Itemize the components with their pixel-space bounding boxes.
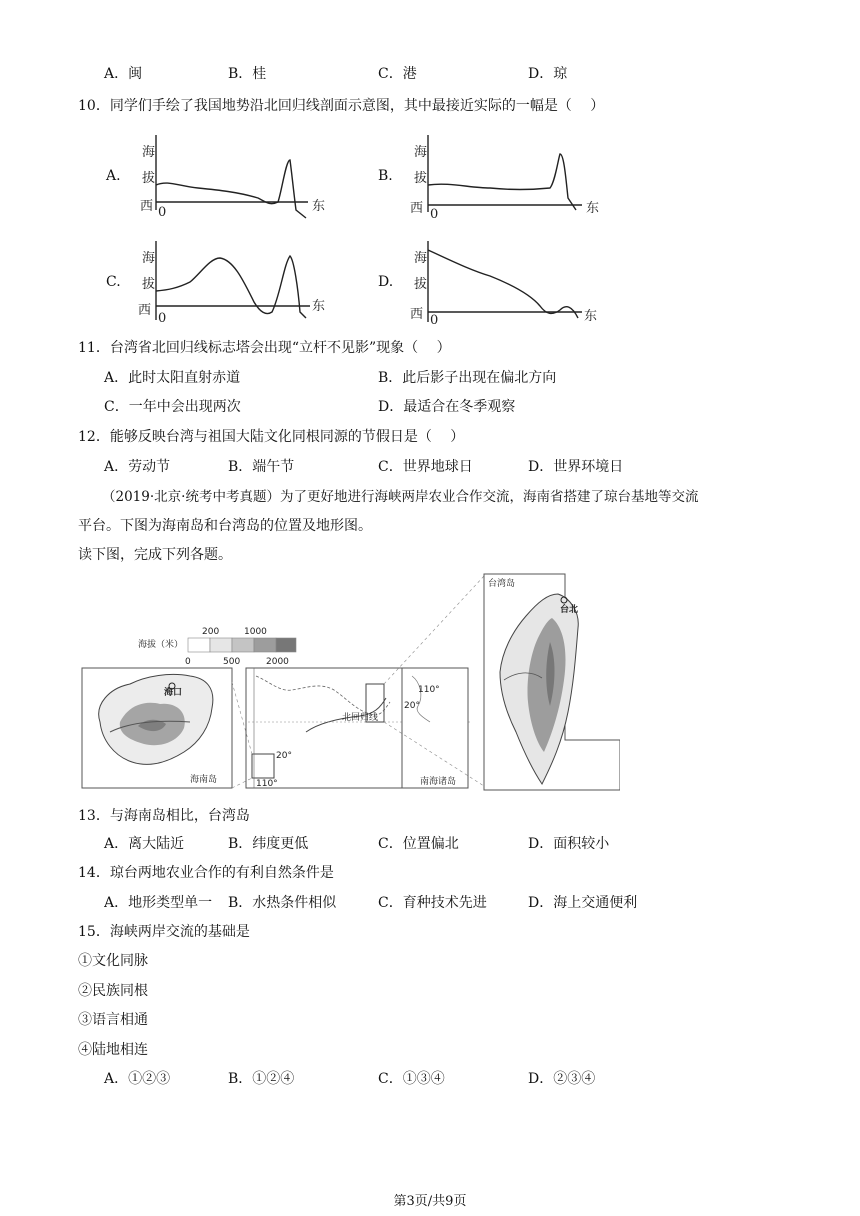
q15-item-3: ③语言相通	[78, 1012, 148, 1028]
q13-option-b: B．纬度更低	[228, 836, 309, 852]
axis-label-east: 东	[584, 309, 598, 324]
q14-option-a: A．地形类型单一	[104, 895, 213, 911]
axis-label-ba: 拔	[142, 171, 156, 186]
axis-label-ba: 拔	[414, 277, 428, 292]
label-nanhai: 南海诸岛	[420, 777, 457, 787]
axis-label-hai: 海	[142, 145, 156, 160]
axis-label-west: 西	[140, 199, 154, 214]
label-tropic: 北回归线	[342, 713, 379, 723]
axis-label-east: 东	[312, 299, 326, 314]
q15-item-4: ④陆地相连	[78, 1042, 148, 1058]
q12-stem: 12．能够反映台湾与祖国大陆文化同根同源的节假日是（ ）	[78, 429, 465, 445]
axis-label-origin: 0	[158, 205, 167, 220]
hainan-taiwan-map	[80, 572, 620, 794]
q11-option-c: C．一年中会出现两次	[104, 399, 241, 415]
q13-stem: 13．与海南岛相比，台湾岛	[78, 808, 250, 824]
q15-item-1: ①文化同脉	[78, 953, 148, 969]
q15-option-a: A．①②③	[104, 1071, 171, 1087]
label-hainan: 海南岛	[190, 775, 218, 785]
label-taipei: 台北	[560, 605, 579, 615]
q11-stem: 11．台湾省北回归线标志塔会出现“立杆不见影”现象（ ）	[78, 340, 451, 356]
q15-stem: 15．海峡两岸交流的基础是	[78, 924, 250, 940]
elevation-legend	[188, 638, 296, 652]
axis-label-east: 东	[312, 199, 326, 214]
q10-label-c: C.	[106, 274, 121, 290]
q15-option-d: D．②③④	[528, 1071, 596, 1087]
q11-option-d: D．最适合在冬季观察	[378, 399, 516, 415]
q10-label-b: B.	[378, 168, 393, 184]
legend-500: 500	[223, 657, 241, 667]
q12-option-c: C．世界地球日	[378, 459, 473, 475]
legend-200: 200	[202, 627, 220, 637]
q10-stem: 10．同学们手绘了我国地势沿北回归线剖面示意图，其中最接近实际的一幅是（ ）	[78, 98, 605, 114]
axis-label-hai: 海	[142, 251, 156, 266]
q15-option-b: B．①②④	[228, 1071, 295, 1087]
legend-2000: 2000	[266, 657, 289, 667]
axis-label-west: 西	[410, 201, 424, 216]
profile-sketch-d	[410, 236, 610, 328]
q13-option-a: A．离大陆近	[104, 836, 185, 852]
axis-label-west: 西	[410, 307, 424, 322]
q12-option-d: D．世界环境日	[528, 459, 624, 475]
q13-option-d: D．面积较小	[528, 836, 610, 852]
axis-label-ba: 拔	[142, 277, 156, 292]
profile-sketch-a	[138, 130, 338, 220]
label-lat20: 20°	[276, 751, 292, 761]
q14-option-d: D．海上交通便利	[528, 895, 638, 911]
intro-line-1: （2019·北京·统考中考真题）为了更好地进行海峡两岸农业合作交流，海南省搭建了琼台基地等交流	[102, 489, 699, 505]
axis-label-hai: 海	[414, 145, 428, 160]
q9-option-d: D．琼	[528, 66, 568, 82]
legend-1000: 1000	[244, 627, 267, 637]
axis-label-hai: 海	[414, 251, 428, 266]
page-footer: 第3页/共9页	[393, 1194, 467, 1209]
label-lat20b: 20°	[404, 701, 420, 711]
label-lon110: 110°	[256, 779, 278, 789]
axis-label-origin: 0	[430, 313, 439, 328]
q15-option-c: C．①③④	[378, 1071, 445, 1087]
axis-label-origin: 0	[430, 207, 439, 220]
axis-label-west: 西	[138, 303, 152, 318]
axis-label-east: 东	[586, 201, 600, 216]
q9-option-c: C．港	[378, 66, 417, 82]
q14-option-c: C．育种技术先进	[378, 895, 487, 911]
label-taiwan-island: 台湾岛	[488, 579, 516, 589]
q15-item-2: ②民族同根	[78, 983, 148, 999]
legend-0: 0	[185, 657, 191, 667]
q10-label-d: D.	[378, 274, 394, 290]
q9-option-a: A．闽	[104, 66, 143, 82]
label-lon110b: 110°	[418, 685, 440, 695]
axis-label-origin: 0	[158, 311, 167, 326]
axis-label-ba: 拔	[414, 171, 428, 186]
profile-sketch-c	[138, 236, 338, 328]
q11-option-a: A．此时太阳直射赤道	[104, 370, 241, 386]
q13-option-c: C．位置偏北	[378, 836, 459, 852]
intro-line-2: 平台。下图为海南岛和台湾岛的位置及地形图。	[78, 518, 372, 534]
label-haikou: 海口	[164, 688, 183, 698]
q12-option-b: B．端午节	[228, 459, 295, 475]
q12-option-a: A．劳动节	[104, 459, 171, 475]
q10-label-a: A.	[106, 168, 121, 184]
legend-title: 海拔（米）	[138, 640, 184, 650]
q11-option-b: B．此后影子出现在偏北方向	[378, 370, 557, 386]
profile-sketch-b	[410, 130, 610, 220]
intro-line-3: 读下图，完成下列各题。	[78, 547, 232, 563]
q14-stem: 14．琼台两地农业合作的有利自然条件是	[78, 865, 334, 881]
q14-option-b: B．水热条件相似	[228, 895, 337, 911]
q9-option-b: B．桂	[228, 66, 267, 82]
